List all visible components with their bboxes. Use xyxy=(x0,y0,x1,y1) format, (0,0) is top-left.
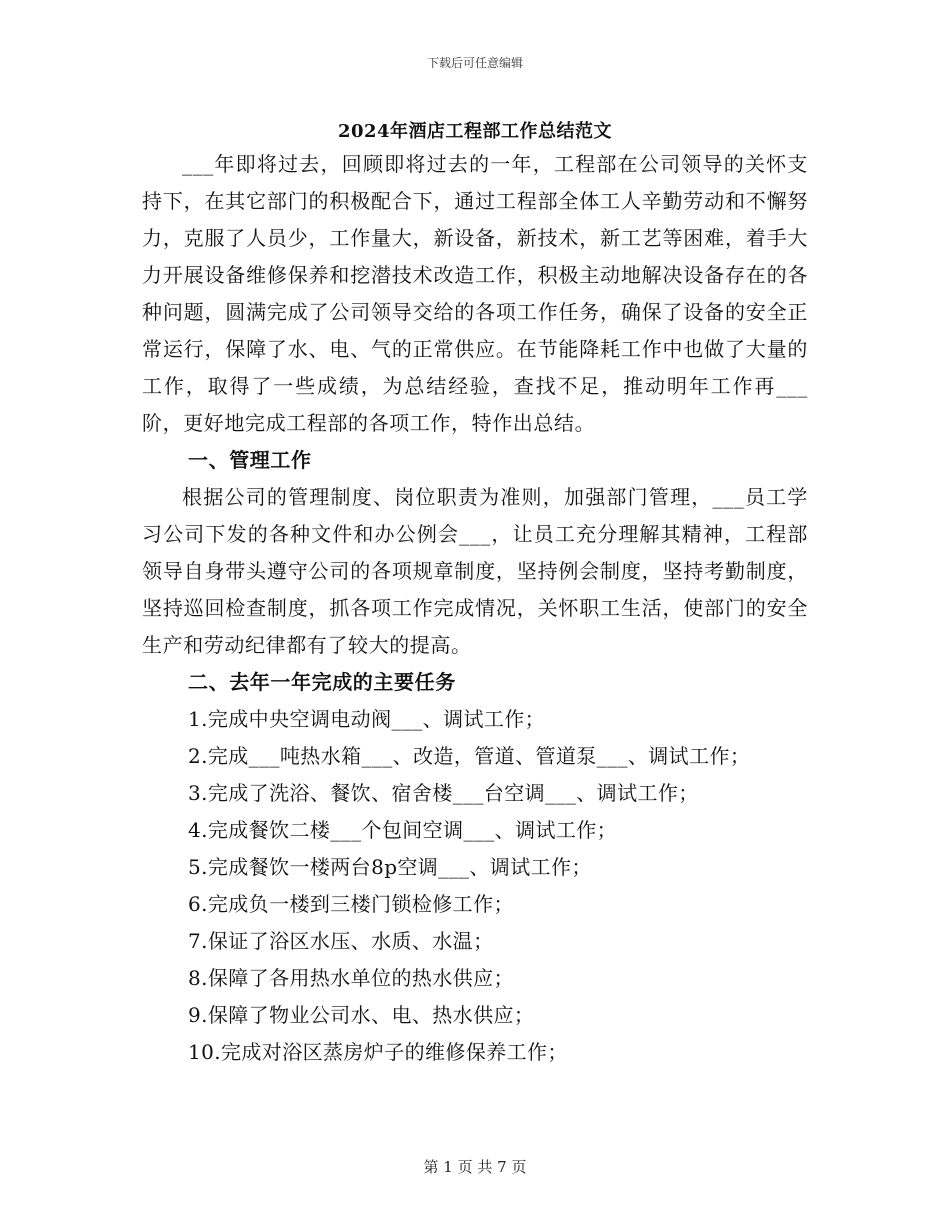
list-item: 5.完成餐饮一楼两台8p空调___、调试工作； xyxy=(188,855,592,879)
list-item: 9.保障了物业公司水、电、热水供应； xyxy=(188,1003,535,1027)
list-item: 6.完成负一楼到三楼门锁检修工作； xyxy=(188,892,514,916)
list-item: 7.保证了浴区水压、水质、水温； xyxy=(188,929,494,953)
management-paragraph: 根据公司的管理制度、岗位职责为准则，加强部门管理，___员工学习公司下发的各种文件和办公例会___，让员工充分理解其精神，工程部领导自身带头遵守公司的各项规章制度，坚持例会制度，坚持考勤制度，坚持巡回检查制度，抓各项工作完成情况，关怀职工生活，使部门的安全生产和劳动纪律都有了较大的提高。 xyxy=(142,485,808,657)
list-item: 4.完成餐饮二楼___个包间空调___、调试工作； xyxy=(188,818,618,842)
list-item: 1.完成中央空调电动阀___、调试工作； xyxy=(188,707,546,731)
list-item: 3.完成了洗浴、餐饮、宿舍楼___台空调___、调试工作； xyxy=(188,781,699,805)
section-heading-management: 一、管理工作 xyxy=(188,448,312,472)
page-header-note: 下载后可任意编辑 xyxy=(426,56,523,70)
task-list xyxy=(142,701,808,1071)
list-item: 10.完成对浴区蒸房炉子的维修保养工作； xyxy=(188,1040,568,1064)
document-body xyxy=(142,146,808,1071)
intro-paragraph: ___年即将过去，回顾即将过去的一年，工程部在公司领导的关怀支持下，在其它部门的积极配合下，通过工程部全体工人辛勤劳动和不懈努力，克服了人员少，工作量大，新设备，新技术，新工艺等困难，着手大力开展设备维修保养和挖潜技术改造工作，积极主动地解决设备存在的各种问题，圆满完成了公司领导交给的各项工作任务，确保了设备的安全正常运行，保障了水、电、气的正常供应。在节能降耗工作中也做了大量的工作，取得了一些成绩，为总结经验，查找不足，推动明年工作再___阶，更好地完成工程部的各项工作，特作出总结。 xyxy=(142,152,808,435)
list-item: 2.完成___吨热水箱___、改造，管道、管道泵___、调试工作； xyxy=(188,744,751,768)
page-footer: 第 1 页 共 7 页 xyxy=(423,1158,527,1176)
section-heading-tasks: 二、去年一年完成的主要任务 xyxy=(188,670,456,694)
list-item: 8.保障了各用热水单位的热水供应； xyxy=(188,966,514,990)
document-title: 2024年酒店工程部工作总结范文 xyxy=(337,121,613,142)
